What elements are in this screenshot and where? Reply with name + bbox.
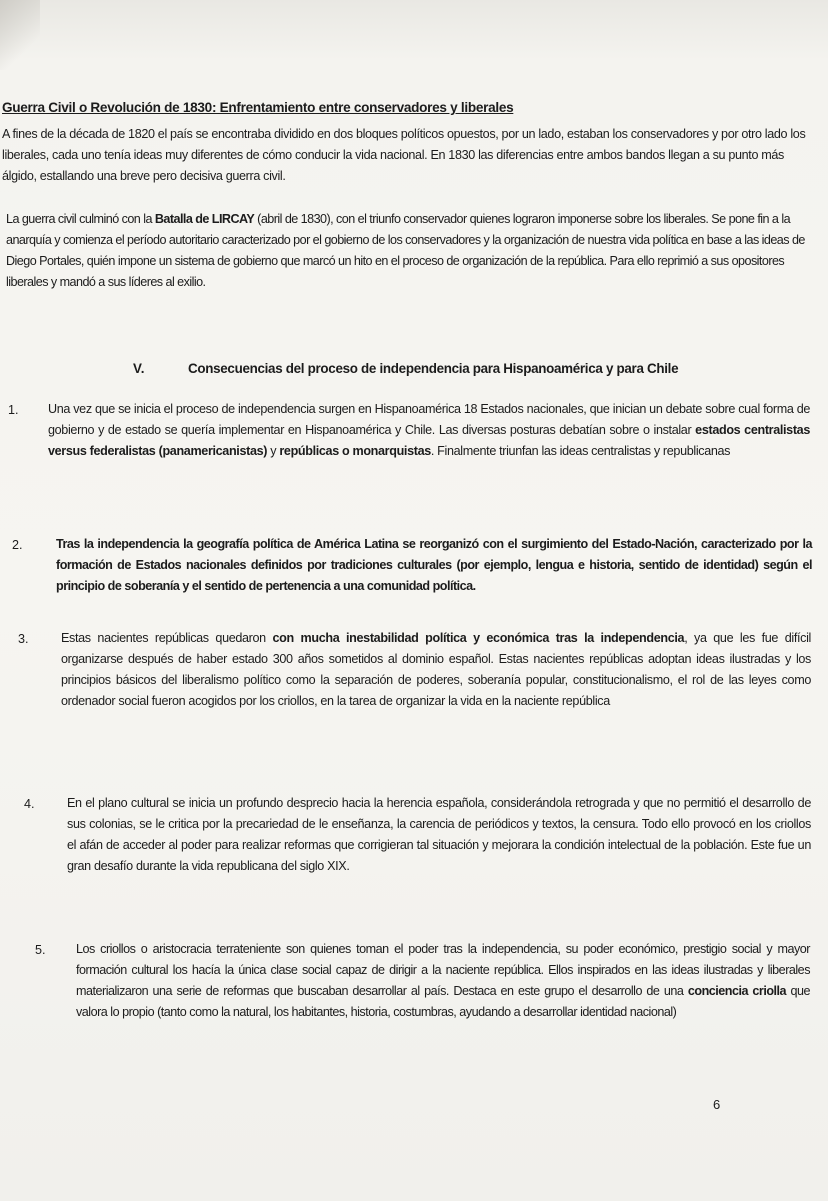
item-number: 4. — [24, 797, 35, 811]
text: La guerra civil culminó con la — [6, 212, 155, 226]
text: Los criollos o aristocracia terrateniente son quienes toman el poder tras la independencia, su poder económico, prestigio social y mayor formación cultural los hacía la única clase social capaz de dirigir a la naciente república. Ellos inspirados en las ideas ilustradas y liberales materializaron una serie de reformas que buscaban desarrollar al país. Destaca en este grupo el desarrollo de una — [76, 942, 810, 998]
list-item-5 — [76, 939, 810, 1023]
list-item-1 — [48, 399, 810, 462]
list-item-3 — [61, 628, 811, 712]
text: A fines de la década de 1820 el país se encontraba dividido en dos bloques políticos opuestos, por un lado, estaban los conservadores y por otro lado los liberales, cada uno tenía ideas muy diferentes de cómo conducir la vida nacional. En 1830 las diferencias entre ambos bandos llegan a su punto más álgido, estallando una breve pero decisiva guerra civil. — [2, 127, 806, 183]
item-number: 3. — [18, 632, 29, 646]
text: Estas nacientes repúblicas quedaron — [61, 631, 273, 645]
list-item-2 — [56, 534, 812, 597]
section-number: V. — [133, 361, 145, 376]
page-corner-shadow — [0, 0, 40, 70]
bold-text: repúblicas o monarquistas — [279, 444, 431, 458]
text: En el plano cultural se inicia un profundo desprecio hacia la herencia española, considerándola retrograda y que no permitió el desarrollo de sus colonias, se le critica por la precariedad de le enseñanza, la carencia de periódicos y textos, la censura. Todo ello provocó en los criollos el afán de acceder al poder para realizar reformas que corrigieran tal situación y mejorara la condición intelectual de la población. Este fue un gran desafío durante la vida republicana del siglo XIX. — [67, 796, 811, 873]
intro-paragraph-2 — [6, 209, 812, 293]
bold-text: con mucha inestabilidad política y económica tras la independencia — [272, 631, 685, 645]
text: , ya que les fue difícil organizarse después de haber estado 300 años sometidos al dominio español. Estas nacientes repúblicas adoptan ideas ilustradas y los principios básicos del liberalismo político como la separación de poderes, soberanía popular, constitucionalismo, el rol de las leyes como ordenador social fueron acogidos por los criollos, en la tarea de organizar la vida en la naciente república — [61, 631, 811, 708]
item-number: 1. — [8, 403, 19, 417]
text: (abril de 1830), con el triunfo conservador quienes lograron imponerse sobre los liberales. Se pone fin a la anarquía y comienza el período autoritario caracterizado por el gobierno de los conservadores y la organización de nuestra vida política en base a las ideas de Diego Portales, quién impone un sistema de gobierno que marcó un hito en el proceso de organización de la república. Para ello reprimió a sus opositores liberales y mandó a sus líderes al exilio. — [6, 212, 805, 289]
item-number: 5. — [35, 943, 46, 957]
bold-text: Tras la independencia la geografía política de América Latina se reorganizó con el surgimiento del Estado-Nación, caracterizado por la formación de Estados nacionales definidos por tradiciones culturales (por ejemplo, lengua e historia, sentido de identidad) según el principio de soberanía y el sentido de pertenencia a una comunidad política. — [56, 537, 812, 593]
item-number: 2. — [12, 538, 23, 552]
bold-text: estados centralistas versus federalistas (panamericanistas) — [48, 423, 810, 458]
page-number: 6 — [713, 1097, 721, 1112]
list-item-4 — [67, 793, 811, 877]
intro-paragraph-1 — [2, 124, 810, 187]
text: Una vez que se inicia el proceso de independencia surgen en Hispanoamérica 18 Estados nacionales, que inician un debate sobre cual forma de gobierno y de estado se quería implementar en Hispanoamérica y Chile. Las diversas posturas debatían sobre o instalar — [48, 402, 810, 437]
text: y — [267, 444, 280, 458]
section-title: Consecuencias del proceso de independencia para Hispanoamérica y para Chile — [188, 361, 679, 376]
section-heading: Guerra Civil o Revolución de 1830: Enfrentamiento entre conservadores y liberales — [2, 100, 514, 115]
text: . Finalmente triunfan las ideas centralistas y republicanas — [430, 444, 731, 458]
bold-text: conciencia criolla — [687, 984, 787, 998]
bold-text: Batalla de LIRCAY — [154, 212, 255, 226]
text: que valora lo propio (tanto como la natural, los habitantes, historia, costumbras, ayudando a desarrollar identidad nacional) — [76, 984, 810, 1019]
